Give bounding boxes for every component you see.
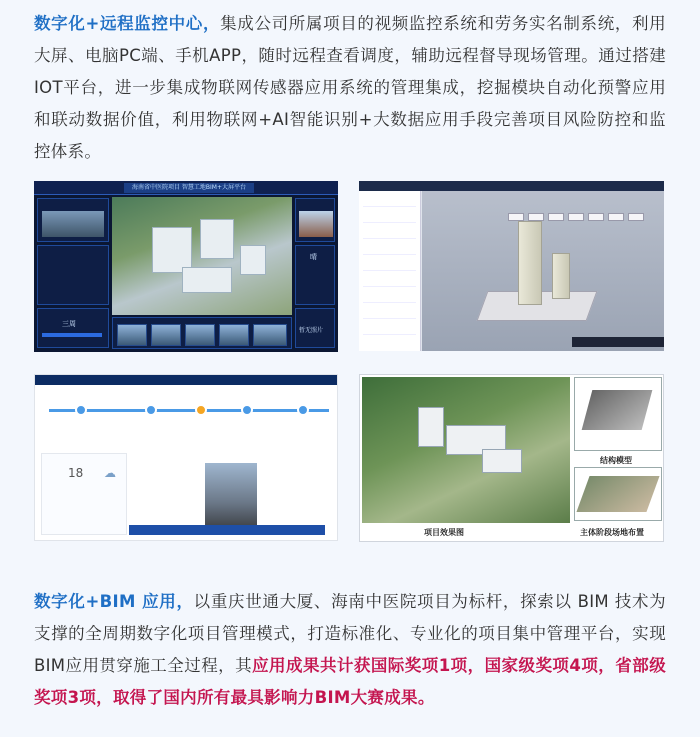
dashboard-panel-left-top	[37, 198, 109, 242]
intro-paragraph	[34, 8, 666, 168]
weather-widget	[41, 453, 127, 535]
dashboard-panel-left-mid	[37, 245, 109, 305]
bim-paragraph	[34, 586, 666, 714]
dashboard-nophoto: 暂无照片	[299, 327, 324, 334]
structure-model-caption: 结构模型	[600, 456, 632, 465]
dashboard-aerial-view	[112, 197, 292, 315]
timeline-node	[75, 404, 87, 416]
bim-body: 以重庆世通大厦、海南中医院项目为标杆，探索以 BIM 技术为支撑的全周期数字化项目管理模式，打造标准化、专业化的项目集中管理平台，实现BIM应用贯穿施工全过程，其	[34, 592, 666, 675]
dashboard-title: 海南省中医院项目 智慧工地BIM+大屏平台	[124, 183, 254, 193]
timeline-node	[145, 404, 157, 416]
schedule-timeline	[49, 409, 329, 412]
site-photo	[205, 463, 257, 529]
schedule-ui-image	[34, 374, 338, 541]
intro-body: 集成公司所属项目的视频监控系统和劳务实名制系统，利用大屏、电脑PC端、手机APP，随时远程查看调度，辅助远程督导现场管理。通过搭建IOT平台，进一步集成物联网传感器应用系统的管理集成，挖掘模块自动化预警应用和联动数据价值，利用物联网+AI智能识别+大数据应用手段完善项目风险防控和监控体系。	[34, 14, 666, 161]
dashboard-panel-right-bottom	[295, 308, 335, 348]
dashboard-weather: 晴	[310, 253, 317, 261]
cloud-icon: ☁	[104, 466, 116, 480]
bim-heading: 数字化+BIM 应用，	[34, 592, 194, 611]
dashboard-panel-right-mid	[295, 245, 335, 305]
timeline-node	[297, 404, 309, 416]
timeline-node	[195, 404, 207, 416]
bim-platform-image	[359, 181, 664, 351]
intro-heading: 数字化+远程监控中心，	[34, 14, 221, 33]
schedule-footer-bar	[129, 525, 325, 535]
project-render	[362, 377, 570, 523]
bim-toolbar	[572, 337, 664, 347]
dashboard-panel-right-top	[295, 198, 335, 242]
timeline-node	[241, 404, 253, 416]
temperature: 18	[68, 466, 84, 480]
render-caption: 项目效果图	[424, 528, 464, 537]
structure-model	[574, 377, 662, 451]
dashboard-panel-left-bottom	[37, 308, 109, 348]
project-rendering-image	[359, 374, 664, 542]
dashboard-video-strip	[112, 317, 292, 349]
bim-highlight: 应用成果共计获国际奖项1项，国家级奖项4项，省部级奖项3项，取得了国内所有最具影响力BIM大赛成果。	[34, 656, 666, 707]
monitoring-dashboard-image	[34, 181, 338, 352]
site-layout-caption: 主体阶段场地布置	[580, 528, 644, 537]
dashboard-status: 三周	[62, 320, 76, 328]
bim-topbar	[359, 181, 664, 191]
schedule-topbar	[35, 375, 337, 385]
site-layout-model	[574, 467, 662, 521]
bim-3d-viewport	[422, 191, 664, 351]
bim-sidebar	[359, 191, 421, 351]
